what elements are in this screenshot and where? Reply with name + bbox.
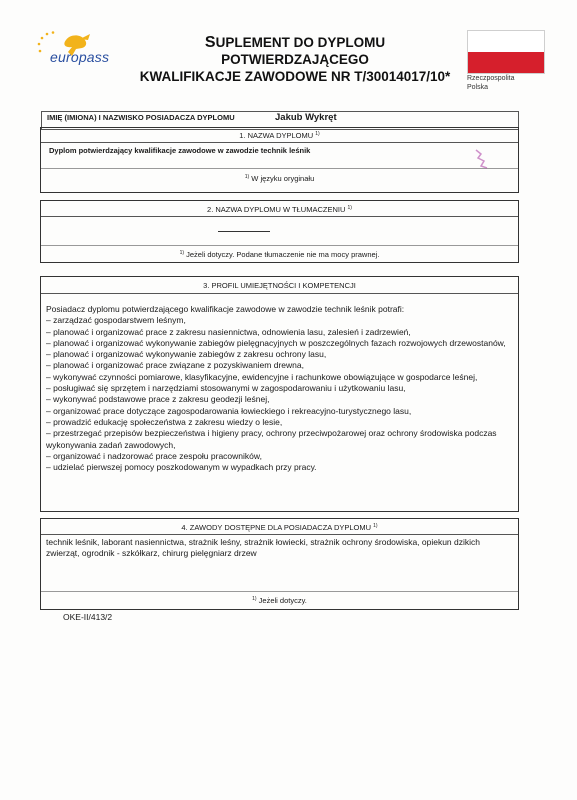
holder-label: IMIĘ (IMIONA) I NAZWISKO POSIADACZA DYPLOMU	[47, 113, 235, 122]
section-1-heading: 1. NAZWA DYPLOMU $^{1)}$	[239, 131, 320, 140]
holder-name: Jakub Wykręt	[275, 112, 337, 123]
section-available-professions	[40, 518, 519, 610]
skills-list-item: – planować i organizować prace związane z pozyskiwaniem drewna,	[46, 360, 304, 371]
form-code: OKE-II/413/2	[63, 612, 113, 622]
skills-list	[46, 315, 511, 473]
skills-intro: Posiadacz dyplomu potwierdzającego kwalifikacje zawodowe w zawodzie technik leśnik potrafi:	[46, 304, 405, 314]
europass-logo	[36, 30, 126, 80]
skills-list-item: – posługiwać się sprzętem i narzędziami stosowanymi w zagospodarowaniu i użytkowaniu lasu,	[46, 383, 406, 394]
section-4-heading: 4. ZAWODY DOSTĘPNE DLA POSIADACZA DYPLOMU $^{1)}$	[181, 523, 378, 532]
skills-list-item: – zarządzać gospodarstwem leśnym,	[46, 315, 186, 326]
skills-list-item: – planować i organizować wykonywanie zabiegów z zakresu ochrony lasu,	[46, 349, 327, 360]
section-4-note: $^{1)}$ Jeżeli dotyczy.	[252, 596, 307, 605]
section-skills-profile	[40, 276, 519, 512]
translation-blank-line	[218, 231, 270, 232]
skills-list-item: – przestrzegać przepisów bezpieczeństwa i higieny pracy, ochrony przeciwpożarowej oraz ochrony środowiska podczas wykonywania zadań zawodowych,	[46, 428, 497, 450]
title-line-1: SUPLEMENT DO DYPLOMU POTWIERDZAJĄCEGO	[204, 34, 386, 67]
section-1-note: $^{1)}$ W języku oryginału	[244, 174, 315, 183]
stamp-mark-icon	[473, 148, 491, 170]
section-diploma-name	[40, 127, 519, 193]
section-3-heading: 3. PROFIL UMIEJĘTNOŚCI I KOMPETENCJI	[203, 281, 356, 290]
skills-content	[46, 304, 511, 473]
section-translated-name	[40, 200, 519, 263]
europass-wordmark: europass	[50, 49, 110, 65]
diploma-name-value: Dyplom potwierdzający kwalifikacje zawodowe w zawodzie technik leśnik	[49, 146, 311, 155]
skills-list-item: – planować i organizować prace z zakresu nasiennictwa, odnowienia lasu, zalesień i zadrzewień,	[46, 326, 411, 337]
professions-value: technik leśnik, laborant nasiennictwa, strażnik leśny, strażnik łowiecki, strażnik ochrony środowiska, opiekun dzikich zwierząt, ogrodnik - szkółkarz, chirurg pielęgniarz drzew	[46, 537, 481, 559]
skills-list-item: – planować i organizować wykonywanie zabiegów pielęgnacyjnych w poszczególnych fazach rozwojowych drzewostanów,	[46, 337, 506, 348]
section-2-note: $^{1)}$ Jeżeli dotyczy. Podane tłumaczenie nie ma mocy prawnej.	[179, 250, 380, 259]
polish-flag-icon	[467, 30, 545, 74]
skills-list-item: – wykonywać czynności pomiarowe, klasyfikacyjne, ewidencyjne i rachunkowe obowiązujące w gospodarce leśnej,	[46, 371, 478, 382]
title-line-2: KWALIFIKACJE ZAWODOWE NR T/30014017/10*	[139, 69, 451, 84]
flag-caption: Rzeczpospolita Polska	[467, 75, 515, 91]
skills-list-item: – wykonywać podstawowe prace z zakresu geodezji leśnej,	[46, 394, 270, 405]
skills-list-item: – organizować i nadzorować prace zespołu pracowników,	[46, 450, 262, 461]
document-title	[130, 34, 460, 85]
skills-list-item: – udzielać pierwszej pomocy poszkodowanym w wypadkach przy pracy.	[46, 462, 317, 473]
section-2-heading: 2. NAZWA DYPLOMU W TŁUMACZENIU $^{1)}$	[207, 205, 352, 214]
skills-list-item: – prowadzić edukację społeczeństwa z zakresu wiedzy o lesie,	[46, 416, 283, 427]
skills-list-item: – organizować prace dotyczące zagospodarowania łowieckiego i rekreacyjno-turystycznego lasu,	[46, 405, 412, 416]
